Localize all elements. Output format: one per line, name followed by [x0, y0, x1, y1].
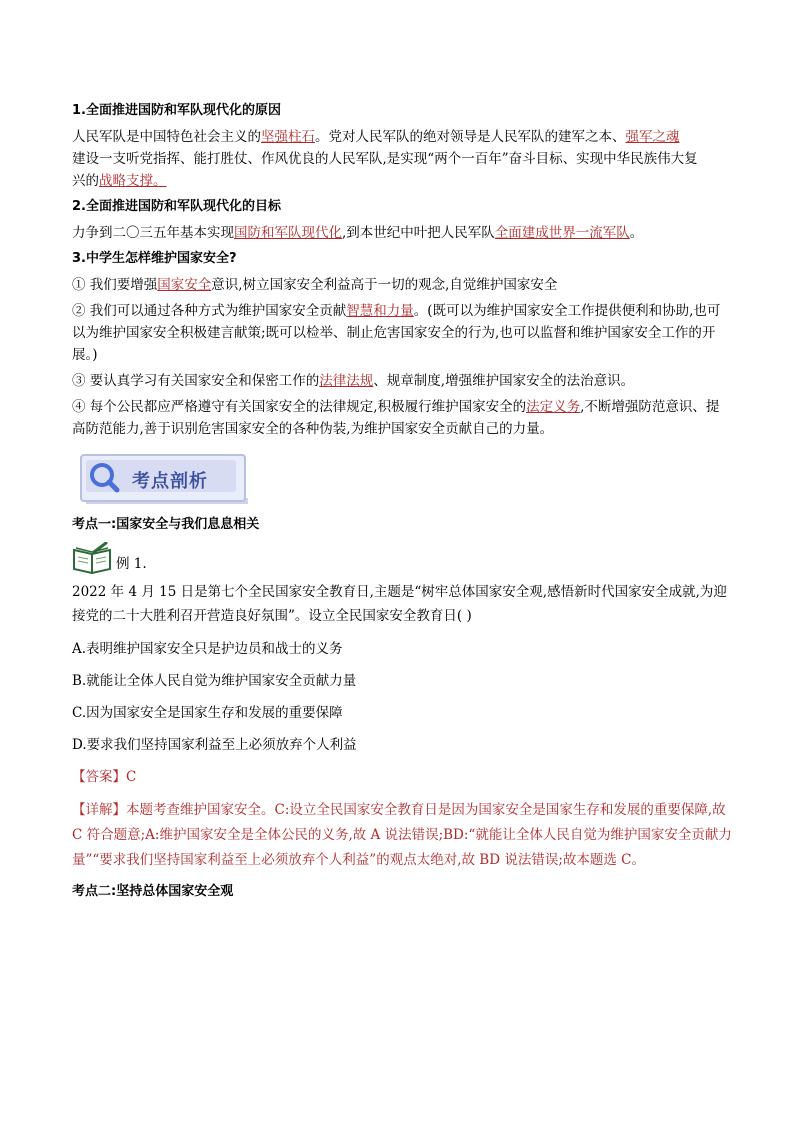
option-d: D.要求我们坚持国家利益至上必须放弃个人利益: [72, 737, 357, 753]
option-c: C.因为国家安全是国家生存和发展的重要保障: [72, 705, 343, 721]
kaodian2-heading: 考点二:坚持总体国家安全观: [72, 884, 234, 899]
book-pen-icon: [72, 542, 114, 574]
section3-heading: 3.中学生怎样维护国家安全?: [72, 251, 237, 266]
key-term: 国防和军队现代化: [234, 225, 342, 241]
section3-item2: ② 我们可以通过各种方式为维护国家安全贡献智慧和力量。(既可以为维护国家安全工作提供便利和协助,也可以为维护国家安全积极建言献策;既可以检举、制止危害国家安全的行为,也可以监督和维护国家安全工作的开展。): [72, 303, 721, 363]
option-a: A.表明维护国家安全只是护边员和战士的义务: [72, 641, 343, 657]
section3-item4: ④ 每个公民都应严格遵守有关国家安全的法律规定,积极履行维护国家安全的法定义务,不断增强防范意识、提高防范能力,善于识别危害国家安全的各种伪装,为维护国家安全贡献自己的力量。: [72, 399, 720, 437]
magnifier-icon: [86, 460, 126, 494]
key-term: 法律法规: [319, 373, 374, 389]
example-marker: [72, 542, 732, 574]
kaodian-banner: [72, 454, 248, 506]
key-term: 法定义务: [526, 399, 581, 415]
key-term: 坚强柱石: [261, 129, 315, 145]
document-page: [72, 96, 732, 903]
question-text: 2022 年 4 月 15 日是第七个全民国家安全教育日,主题是“树牢总体国家安全观,感悟新时代国家安全成就,为迎接党的二十大胜利召开营造良好氛围”。设立全民国家安全教育日( ): [72, 584, 727, 624]
kaodian1-heading: 考点一:国家安全与我们息息相关: [72, 517, 260, 532]
example-label: 例 1.: [116, 556, 147, 572]
option-b: B.就能让全体人民自觉为维护国家安全贡献力量: [72, 673, 357, 689]
answer-detail: 【详解】本题考查维护国家安全。C:设立全民国家安全教育日是因为国家安全是国家生存和发展的重要保障,故 C 符合题意;A:维护国家安全是全体公民的义务,故 A 说法错误;BD:“就能让全体人民自觉为维护国家安全贡献力量”“要求我们坚持国家利益至上必须放弃个人利益”的观点太绝对,故 BD 说法错误;故本题选 C。: [72, 802, 732, 868]
section1-paragraph1: 人民军队是中国特色社会主义的坚强柱石。党对人民军队的绝对领导是人民军队的建军之本、强军之魂: [72, 129, 680, 145]
key-term: 战略支撑。: [99, 173, 167, 189]
key-term: 全面建成世界一流军队: [494, 225, 630, 241]
banner-title: 考点剖析: [132, 471, 208, 492]
key-term: 强军之魂: [625, 129, 680, 145]
section1-paragraph2: 建设一支听党指挥、能打胜仗、作风优良的人民军队,是实现“两个一百年”奋斗目标、实现中华民族伟大复 兴的战略支撑。: [72, 151, 698, 189]
section3-item3: ③ 要认真学习有关国家安全和保密工作的法律法规、规章制度,增强维护国家安全的法治意识。: [72, 373, 635, 389]
section3-item1: ① 我们要增强国家安全意识,树立国家安全利益高于一切的观念,自觉维护国家安全: [72, 277, 558, 293]
key-term: 智慧和力量: [346, 303, 414, 319]
section2-heading: 2.全面推进国防和军队现代化的目标: [72, 199, 281, 214]
key-term: 国家安全: [157, 277, 212, 293]
answer: 【答案】C: [72, 769, 137, 785]
section1-heading: 1.全面推进国防和军队现代化的原因: [72, 103, 281, 118]
section2-paragraph: 力争到二〇三五年基本实现国防和军队现代化,到本世纪中叶把人民军队全面建成世界一流军队。: [72, 225, 644, 241]
